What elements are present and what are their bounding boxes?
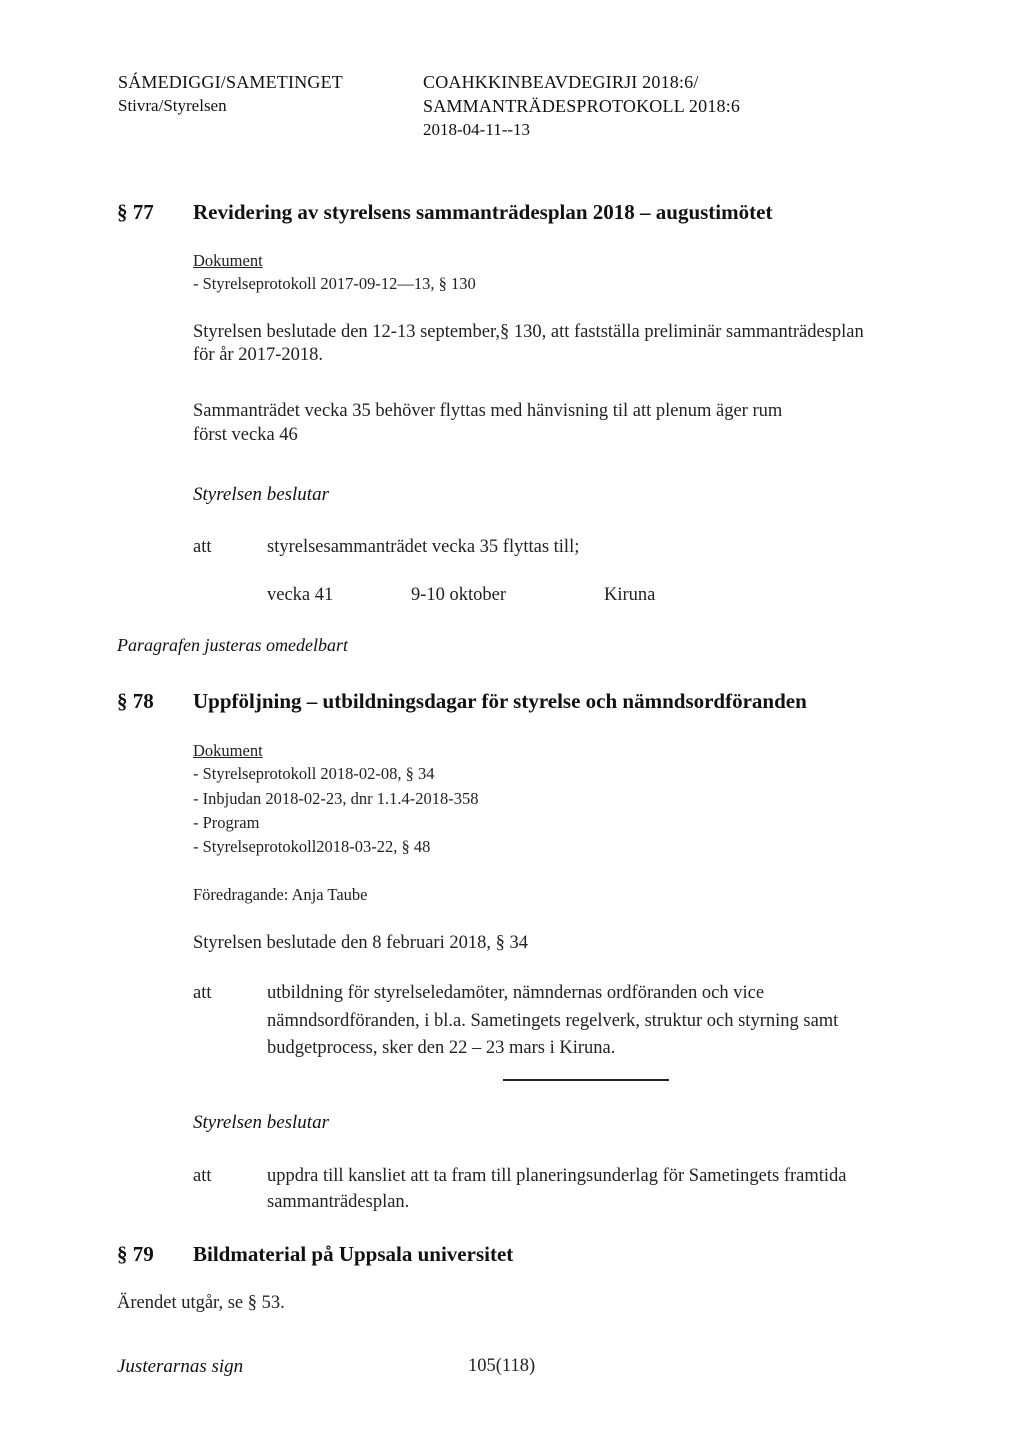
protocol-date: 2018-04-11--13 bbox=[423, 120, 531, 139]
att-label: att bbox=[193, 983, 212, 1003]
protocol-title: SAMMANTRÄDESPROTOKOLL 2018:6 bbox=[423, 96, 741, 116]
document-item: - Inbjudan 2018-02-23, dnr 1.1.4-2018-358 bbox=[193, 789, 479, 808]
signature-label: Justerarnas sign bbox=[117, 1356, 244, 1377]
meeting-date: 9-10 oktober bbox=[411, 585, 507, 605]
paragraph-line: först vecka 46 bbox=[193, 425, 298, 445]
paragraph-line: Sammanträdet vecka 35 behöver flyttas med hänvisning til att plenum äger rum bbox=[193, 401, 783, 421]
att-label: att bbox=[193, 1166, 212, 1186]
section-title-77: Revidering av styrelsens sammanträdesplan 2018 – augustimötet bbox=[193, 200, 773, 224]
page-number: 105(118) bbox=[468, 1356, 536, 1376]
divider-line bbox=[503, 1079, 669, 1081]
paragraph-line: Styrelsen beslutade den 8 februari 2018, § 34 bbox=[193, 933, 528, 953]
org-name: SÁMEDIGGI/SAMETINGET bbox=[118, 72, 343, 92]
documents-label: Dokument bbox=[193, 251, 263, 270]
decision-text: uppdra till kansliet att ta fram till planeringsunderlag för Sametingets framtida bbox=[267, 1166, 847, 1186]
document-item: - Styrelseprotokoll2018-03-22, § 48 bbox=[193, 837, 431, 856]
protocol-sami: COAHKKINBEAVDEGIRJI 2018:6/ bbox=[423, 72, 699, 92]
section-number-79: § 79 bbox=[117, 1242, 154, 1266]
paragraph-line: Styrelsen beslutade den 12-13 september,§ 130, att fastställa preliminär sammanträdesplan bbox=[193, 322, 864, 342]
document-item: - Program bbox=[193, 813, 260, 832]
att-label: att bbox=[193, 537, 212, 557]
adjustment-note: Paragrafen justeras omedelbart bbox=[117, 635, 348, 655]
presenter: Föredragande: Anja Taube bbox=[193, 885, 368, 904]
section-title-79: Bildmaterial på Uppsala universitet bbox=[193, 1242, 514, 1266]
att-text: utbildning för styrelseledamöter, nämndernas ordföranden och vice bbox=[267, 983, 765, 1003]
decision-text: styrelsesammanträdet vecka 35 flyttas till; bbox=[267, 537, 580, 557]
decision-text: sammanträdesplan. bbox=[267, 1192, 410, 1212]
section-title-78: Uppföljning – utbildningsdagar för styrelse och nämndsordföranden bbox=[193, 689, 807, 713]
meeting-week: vecka 41 bbox=[267, 585, 334, 605]
document-item: - Styrelseprotokoll 2018-02-08, § 34 bbox=[193, 764, 435, 783]
documents-label: Dokument bbox=[193, 741, 263, 760]
meeting-place: Kiruna bbox=[604, 585, 656, 605]
att-text: budgetprocess, sker den 22 – 23 mars i Kiruna. bbox=[267, 1038, 616, 1058]
document-item: - Styrelseprotokoll 2017-09-12—13, § 130 bbox=[193, 274, 476, 293]
decision-heading: Styrelsen beslutar bbox=[193, 1112, 329, 1133]
section-number-77: § 77 bbox=[117, 200, 154, 224]
paragraph-line: för år 2017-2018. bbox=[193, 345, 323, 365]
section-number-78: § 78 bbox=[117, 689, 154, 713]
decision-heading: Styrelsen beslutar bbox=[193, 484, 329, 505]
section-text-79: Ärendet utgår, se § 53. bbox=[117, 1293, 285, 1313]
org-unit: Stivra/Styrelsen bbox=[118, 96, 227, 115]
att-text: nämndsordföranden, i bl.a. Sametingets regelverk, struktur och styrning samt bbox=[267, 1011, 839, 1031]
